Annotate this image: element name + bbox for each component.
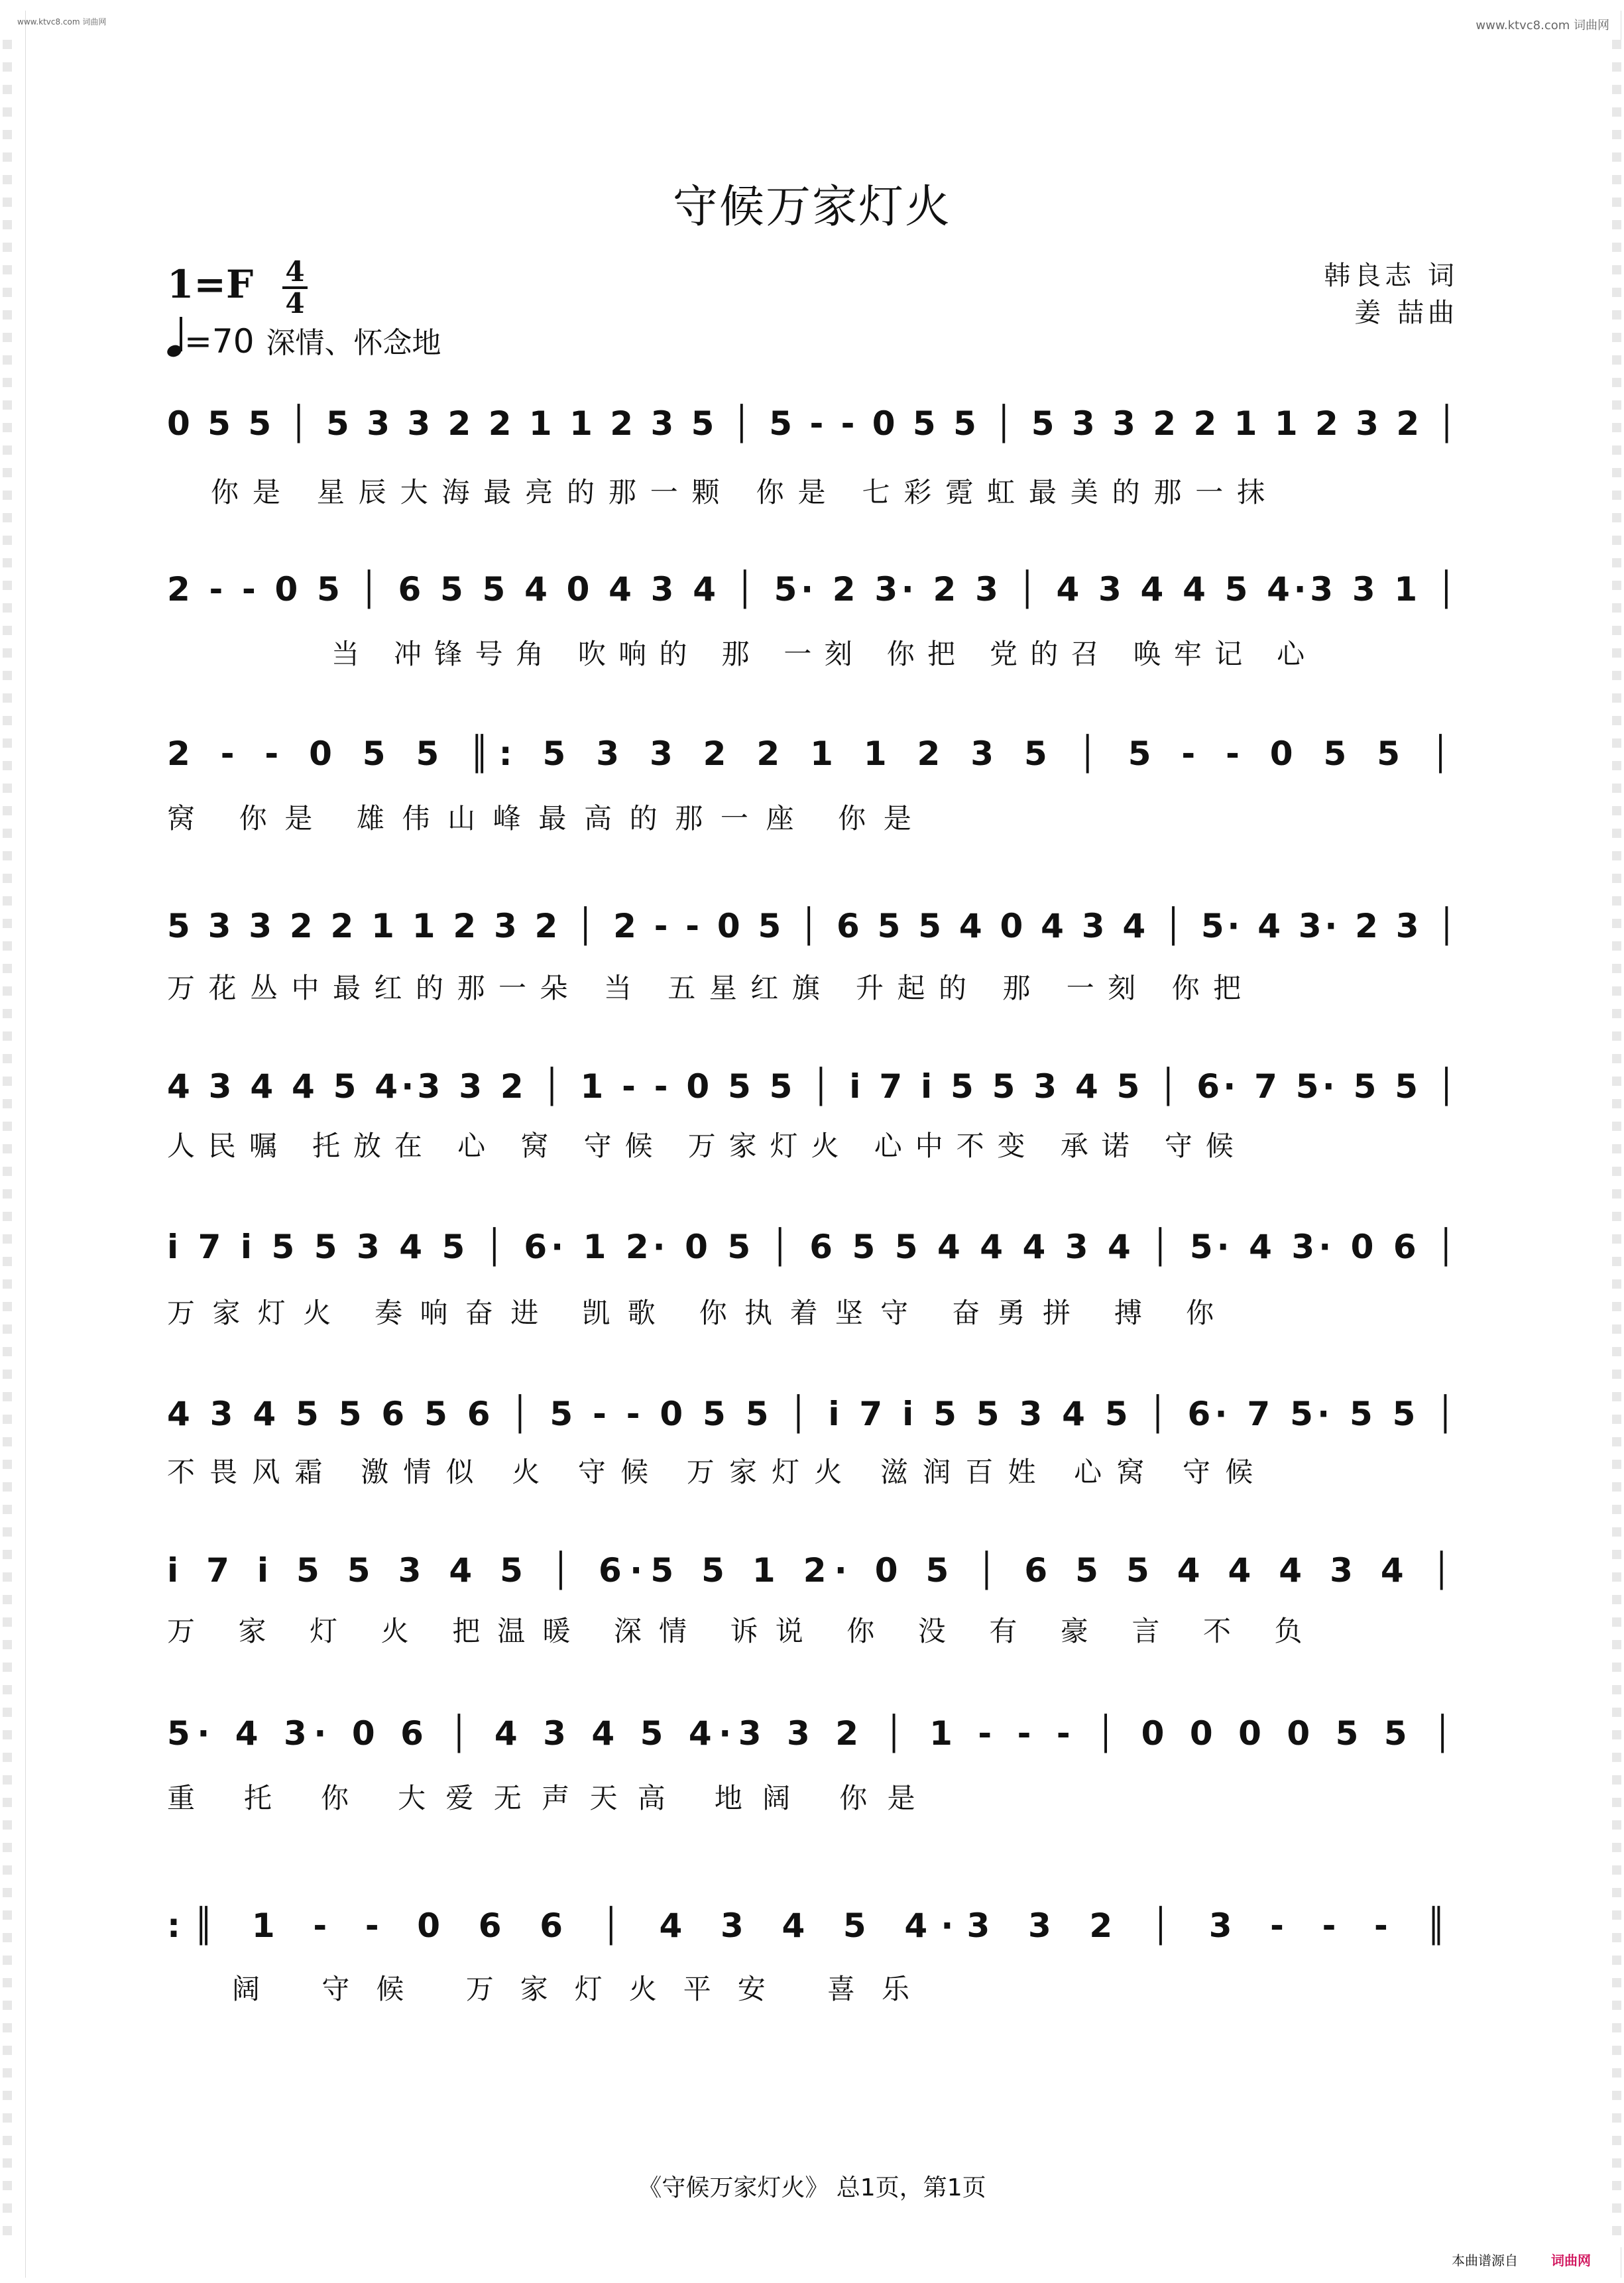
- left-watermark: www.ktvc8.com 词曲网: [17, 17, 107, 27]
- song-title: 守候万家灯火: [672, 181, 951, 233]
- lyrics-line: 重 托 你 大爱无声天高 地阔 你是: [167, 1782, 935, 1814]
- left-watermark-strip: [3, 40, 12, 2247]
- quarter-note-icon: [167, 317, 184, 357]
- lyrics-line: 万花丛中最红的那一朵 当 五星红旗 升起的 那 一刻 你把: [167, 972, 1255, 1004]
- notes-line: 0 5 5 │ 5 3 3 2 2 1 1 2 3 5 │ 5 - - 0 5 5 │ 5 3 3 2 2 1 1 2 3 2 │: [167, 404, 1460, 443]
- time-signature: [278, 257, 312, 318]
- lyrics-line: 阔 守候 万家灯火平安 喜乐: [232, 1973, 937, 2005]
- brand-right: 词曲网: [1551, 2253, 1591, 2268]
- notes-line: :║ 1 - - 0 6 6 │ 4 3 4 5 4·3 3 2 │ 3 - - - ║: [167, 1906, 1460, 1945]
- lyrics-line: 万 家 灯 火 把温暖 深情 诉说 你 没 有 豪 言 不 负: [167, 1615, 1320, 1647]
- lyrics-line: 人民嘱 托放在 心 窝 守候 万家灯火 心中不变 承诺 守候: [167, 1130, 1247, 1162]
- time-signature-bottom: 4: [285, 287, 305, 320]
- lyrics-line: 万家灯火 奏响奋进 凯歌 你执着坚守 奋勇拼 搏 你: [167, 1297, 1232, 1329]
- notes-line: i 7 i 5 5 3 4 5 │ 6·5 5 1 2· 0 5 │ 6 5 5 4 4 4 3 4 │: [167, 1551, 1460, 1590]
- notes-line: 4 3 4 4 5 4·3 3 2 │ 1 - - 0 5 5 │ i 7 i 5 5 3 4 5 │ 6· 7 5· 5 5 │: [167, 1067, 1460, 1106]
- lyricist-credit: 韩良志 词: [1324, 261, 1458, 291]
- tempo-value: =70: [184, 322, 255, 361]
- notes-line: 2 - - 0 5 │ 6 5 5 4 0 4 3 4 │ 5· 2 3· 2 3 │ 4 3 4 4 5 4·3 3 1 │: [167, 570, 1460, 609]
- notes-line: i 7 i 5 5 3 4 5 │ 6· 1 2· 0 5 │ 6 5 5 4 4 4 3 4 │ 5· 4 3· 0 6 │: [167, 1228, 1460, 1266]
- lyrics-line: 不畏风霜 激情似 火 守候 万家灯火 滋润百姓 心窝 守候: [167, 1456, 1268, 1488]
- lyrics-line: 你是 星辰大海最亮的那一颗 你是 七彩霓虹最美的那一抹: [211, 476, 1279, 508]
- brand-left: 本曲谱源自: [1452, 2253, 1518, 2268]
- brand-footer: [1452, 2250, 1591, 2269]
- mood-marking: 深情、怀念地: [266, 326, 441, 360]
- composer-credit: 姜 喆曲: [1354, 298, 1458, 328]
- notes-line: 2 - - 0 5 5 ║: 5 3 3 2 2 1 1 2 3 5 │ 5 - - 0 5 5 │: [167, 734, 1460, 773]
- key-signature: 1=F: [167, 262, 254, 307]
- lyrics-line: 当 冲锋号角 吹响的 那 一刻 你把 党的召 唤牢记 心: [331, 638, 1318, 670]
- notes-line: 5· 4 3· 0 6 │ 4 3 4 5 4·3 3 2 │ 1 - - - │ 0 0 0 0 5 5 │: [167, 1714, 1460, 1753]
- notes-line: 4 3 4 5 5 6 5 6 │ 5 - - 0 5 5 │ i 7 i 5 5 3 4 5 │ 6· 7 5· 5 5 │: [167, 1395, 1460, 1433]
- right-watermark-strip: [1612, 40, 1621, 2247]
- notes-line: 5 3 3 2 2 1 1 2 3 2 │ 2 - - 0 5 │ 6 5 5 4 0 4 3 4 │ 5· 4 3· 2 3 │: [167, 907, 1460, 945]
- tempo-marking: [167, 317, 441, 361]
- page-footer: 《守候万家灯火》 总1页，第1页: [638, 2174, 986, 2201]
- lyrics-line: 窝 你是 雄伟山峰最高的那一座 你是: [167, 802, 929, 835]
- right-watermark: www.ktvc8.com 词曲网: [1476, 19, 1609, 32]
- time-signature-top: 4: [285, 255, 305, 288]
